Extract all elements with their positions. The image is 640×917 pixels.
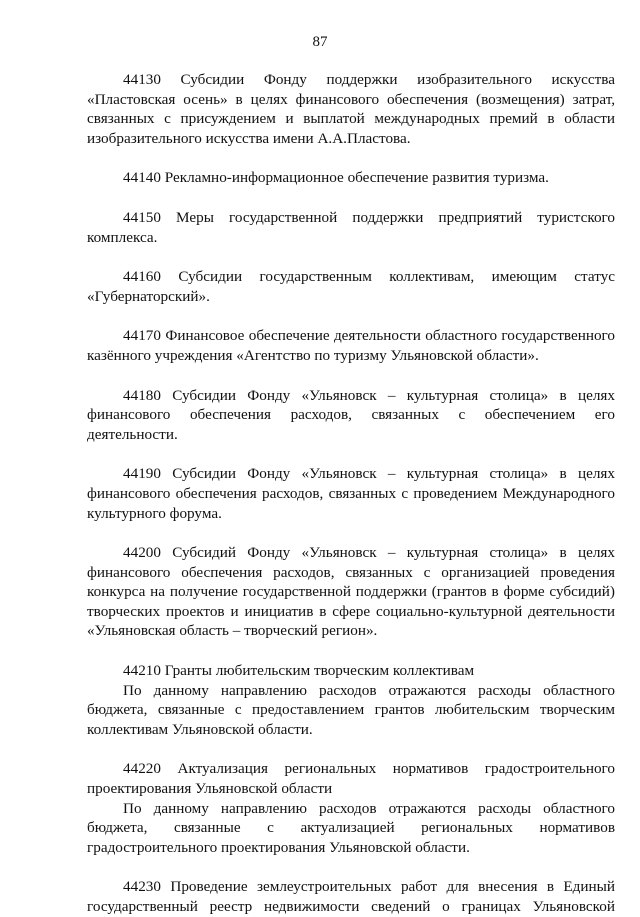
paragraph-44150: 44150 Меры государственной поддержки предприятий туристского комплекса. xyxy=(87,208,615,246)
paragraph-44140: 44140 Рекламно-информационное обеспечение развития туризма. xyxy=(123,169,549,187)
paragraph-44210-heading: 44210 Гранты любительским творческим коллективам xyxy=(123,662,475,680)
paragraph-44190: 44190 Субсидии Фонду «Ульяновск – культурная столица» в целях финансового обеспечения расходов, связанных с проведением Международного культурного форума. xyxy=(87,465,615,522)
page-number: 87 xyxy=(312,34,328,50)
paragraph-44200: 44200 Субсидий Фонду «Ульяновск – культурная столица» в целях финансового обеспечения расходов, связанных с организацией проведения конкурса на получение государственной поддержки (грантов в форме субсидий) творческих проектов и инициатив в сфере социально-культурной деятельности «Ульяновская область – творческий регион». xyxy=(87,544,615,640)
paragraph-44130: 44130 Субсидии Фонду поддержки изобразительного искусства «Пластовская осень» в целях финансового обеспечения (возмещения) затрат, связанных с присуждением и выплатой международных премий в области изобразительного искусства имени А.А.Пластова. xyxy=(87,71,615,147)
paragraph-44230: 44230 Проведение землеустроительных работ для внесения в Единый государственный реестр недвижимости сведений о границах Ульяновской xyxy=(87,878,615,915)
document-body xyxy=(87,70,615,917)
paragraph-44180: 44180 Субсидии Фонду «Ульяновск – культурная столица» в целях финансового обеспечения расходов, связанных с обеспечением его деятельности. xyxy=(87,386,615,443)
paragraph-44160: 44160 Субсидии государственным коллективам, имеющим статус «Губернаторский». xyxy=(87,268,615,305)
paragraph-44220-description: По данному направлению расходов отражаются расходы областного бюджета, связанные с актуализацией региональных нормативов градостроительного проектирования Ульяновской области. xyxy=(87,799,615,856)
paragraph-44220-heading: 44220 Актуализация региональных нормативов градостроительного проектирования Ульяновской области xyxy=(87,760,615,798)
paragraph-44170: 44170 Финансовое обеспечение деятельности областного государственного казённого учреждения «Агентство по туризму Ульяновской области». xyxy=(87,327,615,364)
paragraph-44210-description: По данному направлению расходов отражаются расходы областного бюджета, связанные с предоставлением грантов любительским творческим коллективам Ульяновской области. xyxy=(87,681,615,738)
